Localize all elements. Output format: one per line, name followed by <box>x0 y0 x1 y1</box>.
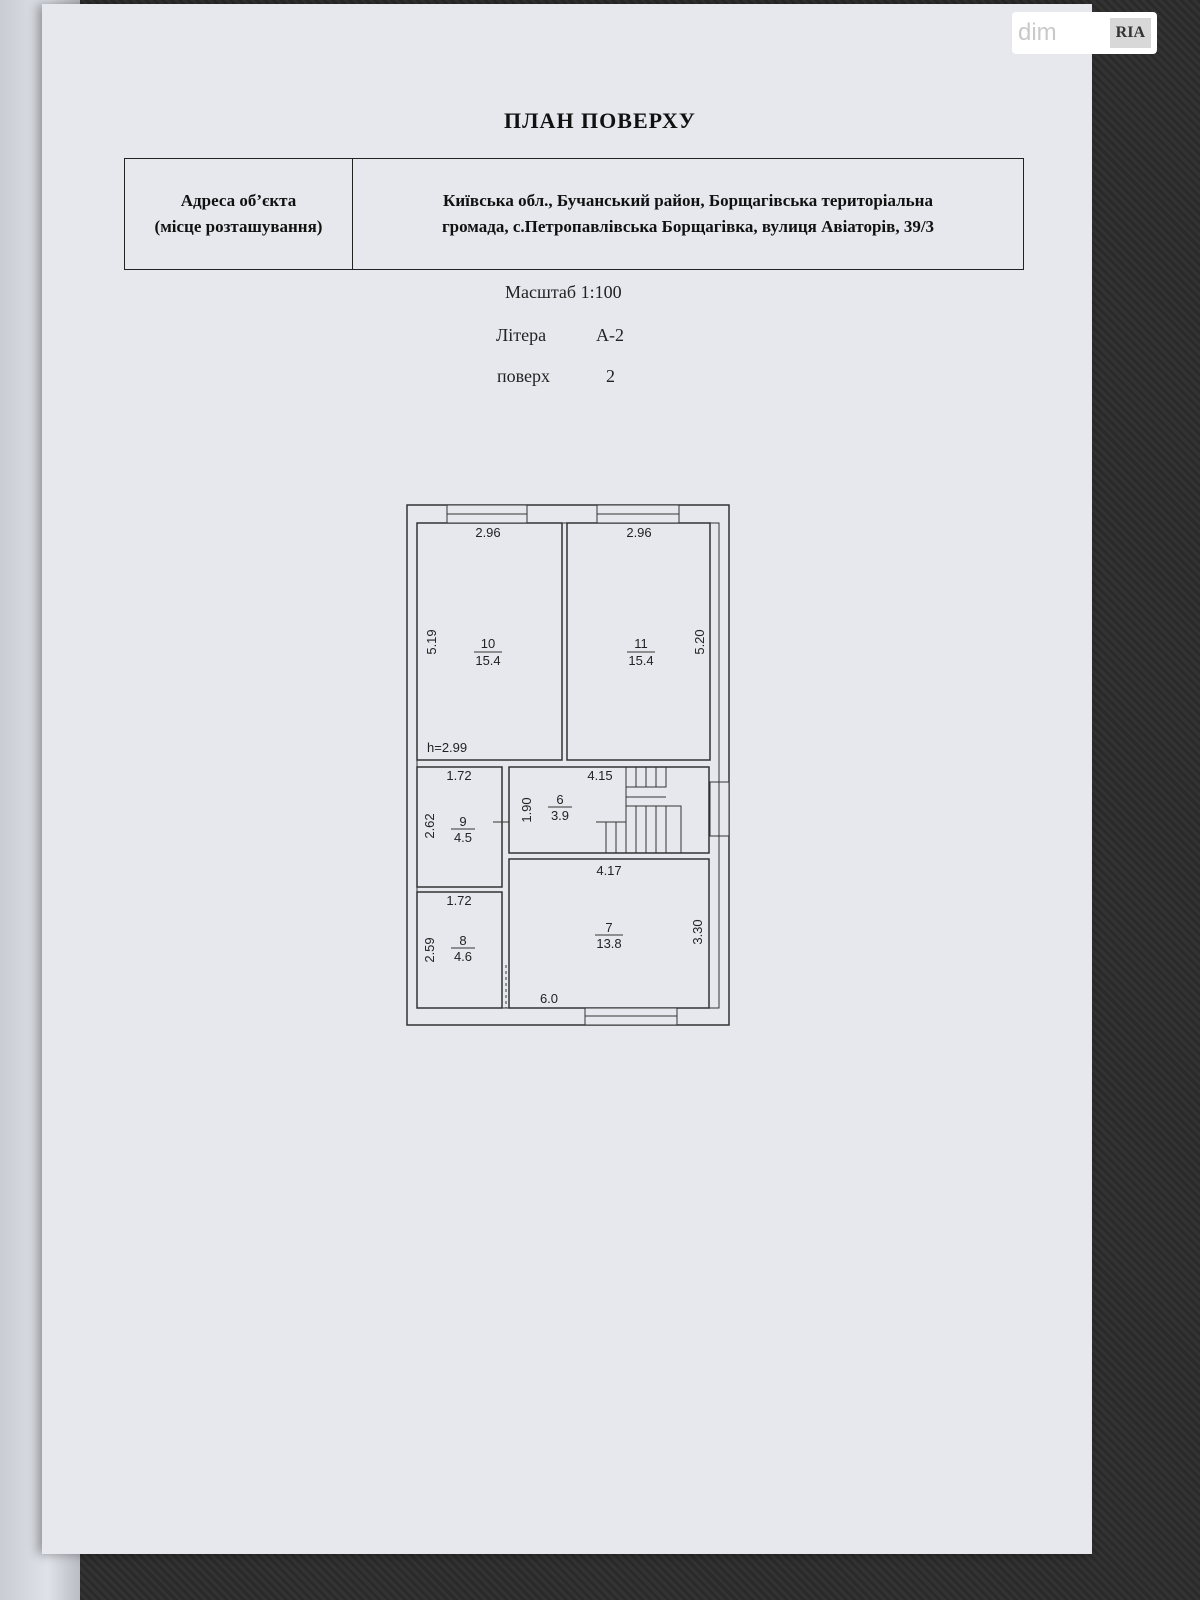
room-10-width: 2.96 <box>475 525 501 540</box>
room-10-number: 10 <box>480 636 496 651</box>
room-8-area: 4.6 <box>453 949 473 964</box>
address-label-line-2: (місце розташування) <box>154 217 323 236</box>
room-11-area: 15.4 <box>628 653 654 668</box>
page-title: ПЛАН ПОВЕРХУ <box>504 108 696 133</box>
room-6-width: 4.15 <box>587 768 613 783</box>
ceiling-height: h=2.99 <box>427 740 468 755</box>
room-7-area: 13.8 <box>596 936 622 951</box>
room-8-width: 1.72 <box>446 893 472 908</box>
room-7-length: 3.30 <box>690 919 705 945</box>
room-9-length: 2.62 <box>422 813 437 839</box>
room-6-number: 6 <box>556 792 564 807</box>
floor-value: 2 <box>606 366 615 386</box>
room-8-number: 8 <box>459 933 467 948</box>
room-6-length: 1.90 <box>519 797 534 823</box>
floor-label: поверх <box>497 366 551 386</box>
address-label-line-1: Адреса об’єкта <box>180 191 297 210</box>
room-11-length: 5.20 <box>692 629 707 655</box>
room-8-length: 2.59 <box>422 937 437 963</box>
room-9-number: 9 <box>459 814 467 829</box>
outer-wall-outline <box>407 505 729 1025</box>
watermark-ria-badge: RIA <box>1110 18 1151 48</box>
litera-label: Літера <box>496 325 547 345</box>
scale-label: Масштаб 1:100 <box>505 282 622 302</box>
watermark-dim-text: dim <box>1018 19 1057 46</box>
room-7-number: 7 <box>605 920 613 935</box>
address-value-line-2: громада, с.Петропавлівська Борщагівка, вулиця Авіаторів, 39/3 <box>441 217 935 236</box>
room-10-length: 5.19 <box>424 629 439 655</box>
room-10-area: 15.4 <box>475 653 501 668</box>
room-6-area: 3.9 <box>550 808 570 823</box>
room-11-width: 2.96 <box>626 525 652 540</box>
room-9-area: 4.5 <box>453 830 473 845</box>
litera-value: А-2 <box>596 325 624 345</box>
room-9-width: 1.72 <box>446 768 472 783</box>
overall-width: 6.0 <box>539 991 559 1006</box>
address-value-line-1: Київська обл., Бучанський район, Борщагівська територіальна <box>443 191 933 210</box>
room-7-width: 4.17 <box>596 863 622 878</box>
room-11-number: 11 <box>634 636 648 651</box>
